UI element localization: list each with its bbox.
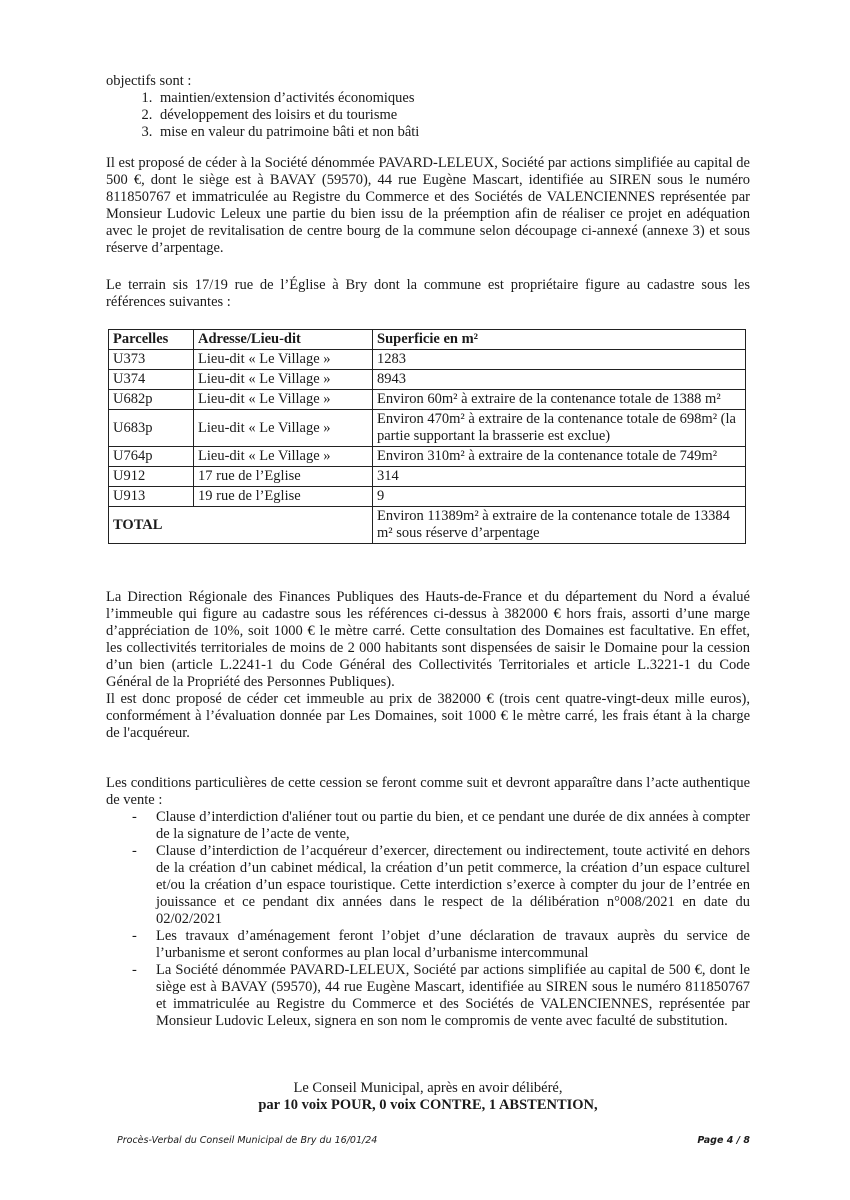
total-value: Environ 11389m² à extraire de la contenance totale de 13384 m² sous réserve d’arpentage [373,507,746,544]
total-label: TOTAL [109,507,373,544]
condition-item: - Clause d’interdiction de l’acquéreur d’exercer, directement ou indirectement, toute activité en dehors de la création d’un cabinet médical, la création d’un petit commerce, la création d’un espace culturel et/ou la création d’un espace touristique. Cette interdiction s’exerce à compter du jour de l’entrée en jouissance et ce pendant dix années dans le respect de la délibération n°008/2021 en date du 02/02/2021 [106,843,750,928]
parcel-area: Environ 310m² à extraire de la contenance totale de 749m² [373,447,746,467]
parcel-area: 9 [373,487,746,507]
condition-item: - Clause d’interdiction d'aliéner tout ou partie du bien, et ce pendant une durée de dix années à compter de la signature de l’acte de vente, [106,809,750,843]
parcels-table [108,329,746,544]
objective-item: 2. développement des loisirs et du tourisme [156,107,750,124]
table-header-row [109,330,746,350]
parcel-id: U373 [109,350,194,370]
vote-result: par 10 voix POUR, 0 voix CONTRE, 1 ABSTENTION, [258,1097,598,1113]
parcel-area: 314 [373,467,746,487]
condition-item: - Les travaux d’aménagement feront l’objet d’une déclaration de travaux auprès du service de l’urbanisme et seront conformes au plan local d’urbanisme intercommunal [106,928,750,962]
parcel-address: Lieu-dit « Le Village » [194,447,373,467]
header-parcelles: Parcelles [109,330,194,350]
table-row [109,447,746,467]
parcel-address: Lieu-dit « Le Village » [194,410,373,447]
parcel-area: Environ 60m² à extraire de la contenance totale de 1388 m² [373,390,746,410]
conditions-list [106,809,750,1030]
objectives-list [106,90,750,141]
table-row [109,390,746,410]
parcel-area: Environ 470m² à extraire de la contenance totale de 698m² (la partie supportant la brasserie est exclue) [373,410,746,447]
cession-paragraph: Il est proposé de céder à la Société dénommée PAVARD-LELEUX, Société par actions simplifiée au capital de 500 €, dont le siège est à BAVAY (59570), 44 rue Eugène Mascart, identifiée au SIREN sous le numéro 811850767 et immatriculée au Registre du Commerce et des Sociétés de VALENCIENNES représentée par Monsieur Ludovic Leleux une partie du bien issu de la préemption afin de réaliser ce projet en adéquation avec le projet de revitalisation de centre bourg de la commune selon découpage ci-annexé (annexe 3) et sous réserve d’arpentage. [106,155,750,256]
parcel-id: U913 [109,487,194,507]
cession-section [106,155,750,257]
objectives-lead: objectifs sont : [106,73,192,89]
parcel-address: 19 rue de l’Eglise [194,487,373,507]
parcel-area: 1283 [373,350,746,370]
table-row [109,350,746,370]
table-row [109,467,746,487]
decision-line: Le Conseil Municipal, après en avoir délibéré, [293,1080,563,1096]
condition-item: - La Société dénommée PAVARD-LELEUX, Société par actions simplifiée au capital de 500 €, dont le siège est à BAVAY (59570), 44 rue Eugène Mascart, identifiée au SIREN sous le numéro 811850767 et immatriculée au Registre du Commerce et des Sociétés de VALENCIENNES, représentée par Monsieur Ludovic Leleux, signera en son nom le compromis de vente avec faculté de substitution. [106,962,750,1030]
table-row [109,370,746,390]
council-decision [106,1080,750,1114]
parcel-address: Lieu-dit « Le Village » [194,390,373,410]
objectives-section [106,73,750,141]
page-number: Page 4 / 8 [697,1135,750,1146]
parcel-address: Lieu-dit « Le Village » [194,370,373,390]
price-paragraph: Il est donc proposé de céder cet immeuble au prix de 382000 € (trois cent quatre-vingt-deux mille euros), conformément à l’évaluation donnée par Les Domaines, soit 1000 € le mètre carré, les frais étant à la charge de l'acquéreur. [106,691,750,741]
objective-item: 3. mise en valeur du patrimoine bâti et non bâti [156,124,750,141]
header-adresse: Adresse/Lieu-dit [194,330,373,350]
objective-item: 1. maintien/extension d’activités économiques [156,90,750,107]
table-row [109,487,746,507]
conditions-lead: Les conditions particulières de cette cession se feront comme suit et devront apparaître dans l’acte authentique de vente : [106,775,750,808]
terrain-paragraph: Le terrain sis 17/19 rue de l’Église à Bry dont la commune est propriétaire figure au cadastre sous les références suivantes : [106,277,750,310]
parcel-id: U912 [109,467,194,487]
table-total-row [109,507,746,544]
parcel-id: U374 [109,370,194,390]
valuation-section [106,589,750,742]
terrain-section [106,277,750,311]
parcel-address: Lieu-dit « Le Village » [194,350,373,370]
table-row [109,410,746,447]
dgfip-paragraph: La Direction Régionale des Finances Publiques des Hauts-de-France et du département du Nord a évalué l’immeuble qui figure au cadastre sous les références ci-dessus à 382000 € hors frais, assorti d’une marge d’appréciation de 10%, soit 1000 € le mètre carré. Cette consultation des Domaines est facultative. En effet, les collectivités territoriales de moins de 2 000 habitants sont dispensées de saisir le Domaine pour la cession d’un bien (article L.2241-1 du Code Général des Collectivités Territoriales et article L.3221-1 du Code Général de la Propriété des Personnes Publiques). [106,589,750,690]
parcel-id: U764p [109,447,194,467]
parcel-id: U682p [109,390,194,410]
conditions-section [106,775,750,1030]
parcel-address: 17 rue de l’Eglise [194,467,373,487]
parcel-area: 8943 [373,370,746,390]
header-superficie: Superficie en m² [373,330,746,350]
parcel-id: U683p [109,410,194,447]
footer-title: Procès-Verbal du Conseil Municipal de Bry du 16/01/24 [117,1135,378,1146]
